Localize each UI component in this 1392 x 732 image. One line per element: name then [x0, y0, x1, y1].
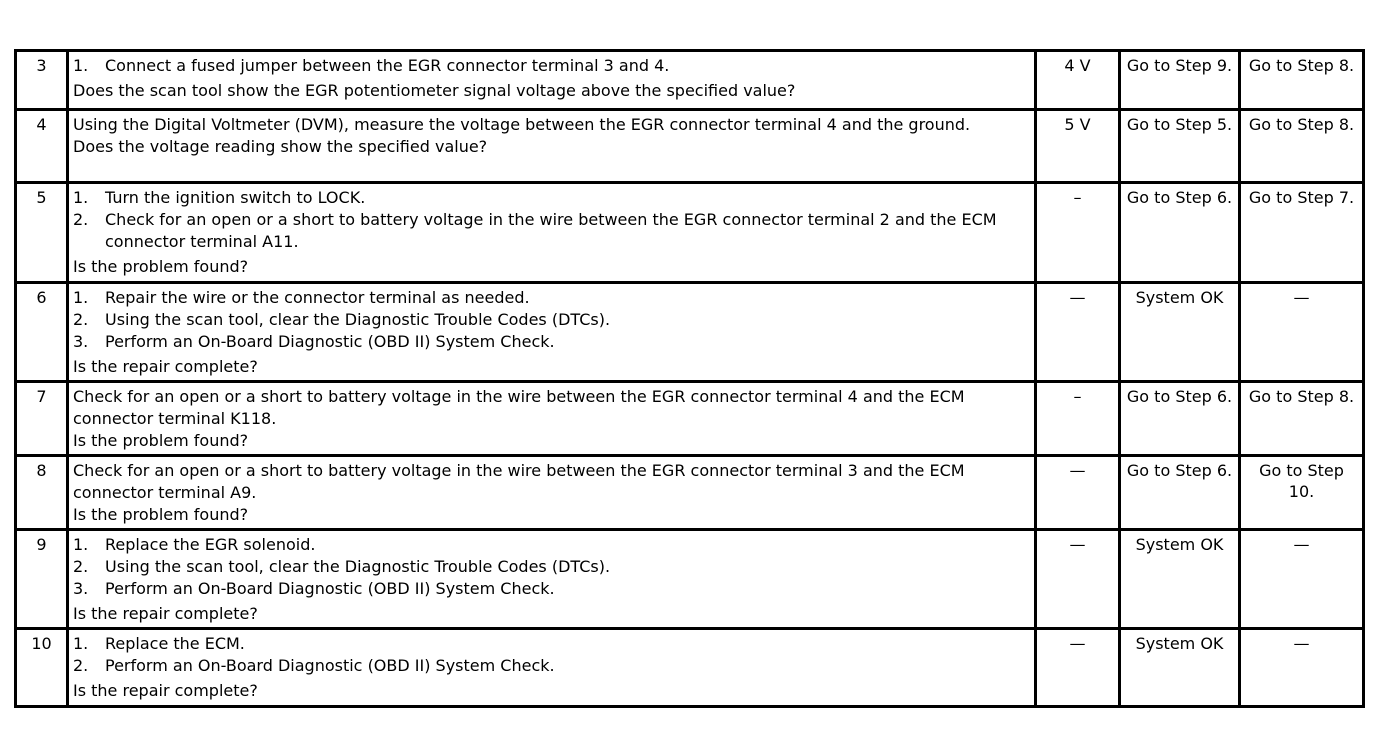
step-number: 4: [16, 110, 68, 183]
numbered-item: [73, 578, 1030, 600]
table-row: [16, 530, 1364, 629]
item-number: 1.: [73, 634, 89, 653]
value-cell: –: [1036, 382, 1120, 456]
table-row: [16, 51, 1364, 110]
action-cell: [68, 629, 1036, 707]
question-text: Is the repair complete?: [73, 357, 258, 376]
question-text: Is the problem found?: [73, 431, 249, 450]
yes-cell: Go to Step 9.: [1120, 51, 1240, 110]
item-text: Replace the EGR solenoid.: [105, 535, 316, 554]
item-text: Turn the ignition switch to LOCK.: [105, 188, 366, 207]
value-cell: 4 V: [1036, 51, 1120, 110]
numbered-item: [73, 331, 1030, 353]
instruction-text: Using the Digital Voltmeter (DVM), measure the voltage between the EGR connector terminal 4 and the ground.: [73, 115, 971, 134]
no-cell: Go to Step 8.: [1240, 382, 1364, 456]
item-number: 1.: [73, 56, 89, 75]
numbered-item: [73, 655, 1030, 677]
no-cell: Go to Step 8.: [1240, 110, 1364, 183]
numbered-item: [73, 187, 1030, 209]
table-row: [16, 629, 1364, 707]
instruction-text: Check for an open or a short to battery voltage in the wire between the EGR connector terminal 4 and the ECM connector terminal K118.: [73, 387, 965, 428]
table-row: [16, 456, 1364, 530]
diagnostic-table: [14, 49, 1365, 708]
item-text: Perform an On-Board Diagnostic (OBD II) System Check.: [105, 332, 555, 351]
step-number: 8: [16, 456, 68, 530]
step-number: 7: [16, 382, 68, 456]
step-number: 6: [16, 283, 68, 382]
instruction-text: Check for an open or a short to battery voltage in the wire between the EGR connector terminal 3 and the ECM connector terminal A9.: [73, 461, 965, 502]
item-number: 2.: [73, 210, 89, 229]
question-text: Is the problem found?: [73, 505, 249, 524]
item-text: Using the scan tool, clear the Diagnostic Trouble Codes (DTCs).: [105, 557, 611, 576]
question-text: Does the voltage reading show the specified value?: [73, 137, 488, 156]
diagnostic-table-body: [16, 51, 1364, 707]
action-cell: [68, 382, 1036, 456]
item-text: Replace the ECM.: [105, 634, 245, 653]
item-text: Check for an open or a short to battery voltage in the wire between the EGR connector terminal 2 and the ECM connector terminal A11.: [105, 210, 997, 251]
no-cell: Go to Step 8.: [1240, 51, 1364, 110]
table-row: [16, 183, 1364, 283]
numbered-item: [73, 633, 1030, 655]
value-cell: —: [1036, 456, 1120, 530]
item-number: 2.: [73, 310, 89, 329]
yes-cell: System OK: [1120, 629, 1240, 707]
table-row: [16, 382, 1364, 456]
step-number: 3: [16, 51, 68, 110]
value-cell: 5 V: [1036, 110, 1120, 183]
action-cell: [68, 183, 1036, 283]
value-cell: —: [1036, 530, 1120, 629]
question-text: Is the repair complete?: [73, 604, 258, 623]
item-text: Connect a fused jumper between the EGR connector terminal 3 and 4.: [105, 56, 670, 75]
yes-cell: Go to Step 5.: [1120, 110, 1240, 183]
step-number: 9: [16, 530, 68, 629]
table-row: [16, 283, 1364, 382]
question-text: Is the repair complete?: [73, 681, 258, 700]
item-number: 3.: [73, 579, 89, 598]
value-cell: —: [1036, 629, 1120, 707]
step-number: 10: [16, 629, 68, 707]
value-cell: —: [1036, 283, 1120, 382]
yes-cell: System OK: [1120, 283, 1240, 382]
item-number: 2.: [73, 557, 89, 576]
action-cell: [68, 110, 1036, 183]
action-cell: [68, 456, 1036, 530]
step-number: 5: [16, 183, 68, 283]
no-cell: —: [1240, 283, 1364, 382]
action-cell: [68, 51, 1036, 110]
numbered-item: [73, 287, 1030, 309]
value-cell: –: [1036, 183, 1120, 283]
item-text: Using the scan tool, clear the Diagnostic Trouble Codes (DTCs).: [105, 310, 611, 329]
action-cell: [68, 283, 1036, 382]
no-cell: Go to Step 10.: [1240, 456, 1364, 530]
item-text: Perform an On-Board Diagnostic (OBD II) System Check.: [105, 656, 555, 675]
item-number: 1.: [73, 535, 89, 554]
question-text: Does the scan tool show the EGR potentiometer signal voltage above the specified value?: [73, 81, 796, 100]
no-cell: —: [1240, 530, 1364, 629]
numbered-item: [73, 309, 1030, 331]
yes-cell: Go to Step 6.: [1120, 382, 1240, 456]
question-text: Is the problem found?: [73, 257, 249, 276]
item-number: 2.: [73, 656, 89, 675]
table-row: [16, 110, 1364, 183]
item-text: Perform an On-Board Diagnostic (OBD II) System Check.: [105, 579, 555, 598]
yes-cell: Go to Step 6.: [1120, 183, 1240, 283]
action-cell: [68, 530, 1036, 629]
no-cell: —: [1240, 629, 1364, 707]
numbered-item: [73, 556, 1030, 578]
numbered-item: [73, 534, 1030, 556]
item-text: Repair the wire or the connector terminal as needed.: [105, 288, 530, 307]
numbered-item: [73, 55, 1030, 77]
yes-cell: System OK: [1120, 530, 1240, 629]
no-cell: Go to Step 7.: [1240, 183, 1364, 283]
numbered-item: [73, 209, 1030, 253]
item-number: 1.: [73, 288, 89, 307]
item-number: 1.: [73, 188, 89, 207]
item-number: 3.: [73, 332, 89, 351]
yes-cell: Go to Step 6.: [1120, 456, 1240, 530]
